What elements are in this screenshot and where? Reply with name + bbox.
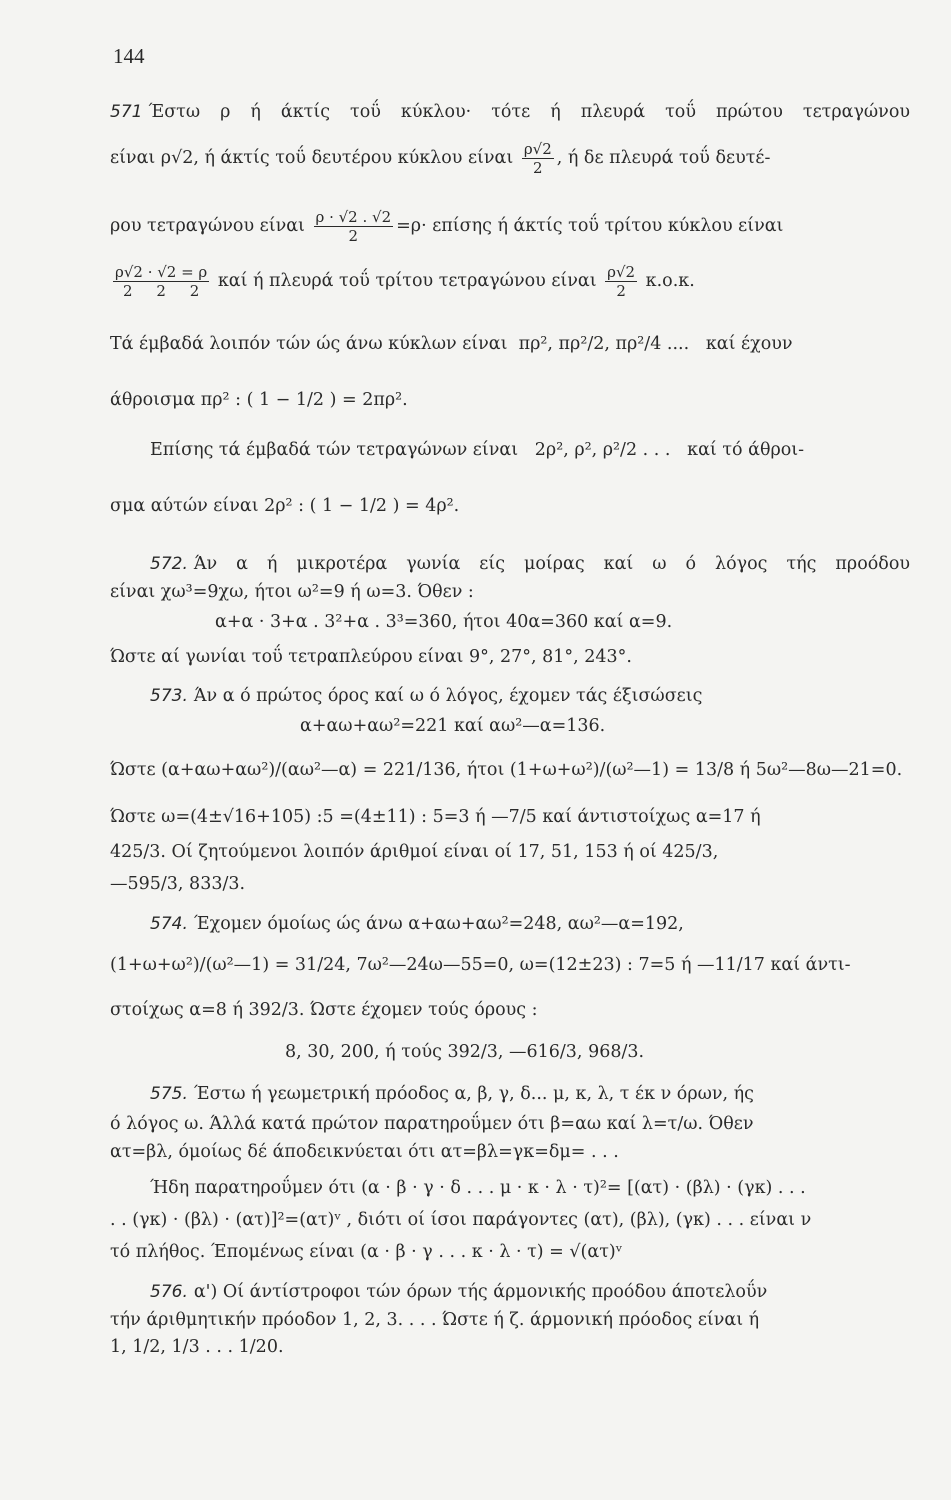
fraction: $\frac{\rho \cdot √2 . √2}{2}$	[315, 208, 392, 245]
p572-line4: Ώστε αί γωνίαι τοΰ τετραπλεύρου είναι 9°, 27°, 81°, 243°.	[110, 647, 632, 667]
exercise-number-571: 571	[110, 102, 143, 122]
p573-line1: 573. Άν α ό πρώτος όρος καί ω ό λόγος, έχομεν τάς έξισώσεις	[150, 686, 703, 706]
page-number: 144	[113, 44, 145, 68]
p571-line1: 571 Έστω ρ ή άκτίς τοΰ κύκλου· τότε ή πλευρά τοΰ πρώτου τετραγώνου	[110, 102, 910, 122]
p573-line2: α+αω+αω²=221 καί αω²—α=136.	[300, 716, 606, 736]
p574-line2: (1+ω+ω²)/(ω²—1) = 31/24, 7ω²—24ω—55=0, ω=(12±23) : 7=5 ή —11/17 καί άντι-	[110, 955, 851, 975]
p575-line6: τό πλήθος. Έπομένως είναι (α · β · γ . . . κ · λ · τ) = √(ατ)ᵛ	[110, 1242, 623, 1262]
p575-line4: Ήδη παρατηροΰμεν ότι (α · β · γ · δ . . . μ · κ · λ · τ)²= [(ατ) · (βλ) · (γκ) . . .	[150, 1178, 806, 1198]
p574-line4: 8, 30, 200, ή τούς 392/3, —616/3, 968/3.	[285, 1042, 645, 1062]
fraction: $\frac{\rho√2}{2}$	[607, 263, 636, 300]
exercise-number-575: 575.	[150, 1084, 188, 1104]
p572-line2: είναι χω³=9χω, ήτοι ω²=9 ή ω=3. Όθεν :	[110, 582, 474, 602]
p575-line3: ατ=βλ, όμοίως δέ άποδεικνύεται ότι ατ=βλ=γκ=δμ= . . .	[110, 1142, 619, 1162]
p575-line1: 575. Έστω ή γεωμετρική πρόοδος α, β, γ, δ... μ, κ, λ, τ έκ ν όρων, ής	[150, 1084, 754, 1104]
p571-line2: είναι ρ√2, ή άκτίς τοΰ δευτέρου κύκλου είναι $\frac{\rho√2}{2}$ , ή δε πλευρά τοΰ δευτέ-	[110, 140, 771, 177]
fraction: $\frac{\rho√2}{2}$	[523, 140, 552, 177]
p571-line8: σμα αύτών είναι 2ρ² : ( 1 − 1/2 ) = 4ρ².	[110, 496, 460, 516]
p573-line5: 425/3. Οί ζητούμενοι λοιπόν άριθμοί είναι οί 17, 51, 153 ή οί 425/3,	[110, 842, 719, 862]
p573-line4: Ώστε ω=(4±√16+105) :5 =(4±11) : 5=3 ή —7/5 καί άντιστοίχως α=17 ή	[110, 807, 761, 827]
exercise-number-574: 574.	[150, 914, 188, 934]
exercise-number-573: 573.	[150, 686, 188, 706]
exercise-number-576: 576.	[150, 1282, 188, 1302]
p571-line4: $\frac{\rho√2 \cdot √2 = \rho}{2 2 2}$ καί ή πλευρά τοΰ τρίτου τετραγώνου είναι $\frac{\rho√2}{2}$ κ.ο.κ.	[115, 263, 695, 300]
exercise-number-572: 572.	[150, 554, 188, 574]
p573-line3: Ώστε (α+αω+αω²)/(αω²—α) = 221/136, ήτοι (1+ω+ω²)/(ω²—1) = 13/8 ή 5ω²—8ω—21=0.	[110, 760, 903, 780]
p571-line6: άθροισμα πρ² : ( 1 − 1/2 ) = 2πρ².	[110, 390, 408, 410]
p574-line1: 574. Έχομεν όμοίως ώς άνω α+αω+αω²=248, αω²—α=192,	[150, 914, 684, 934]
p576-line1: 576. α') Οί άντίστροφοι τών όρων τής άρμονικής προόδου άποτελοΰν	[150, 1282, 768, 1302]
p572-line1: 572. Άν α ή μικροτέρα γωνία είς μοίρας καί ω ό λόγος τής προόδου	[150, 554, 910, 574]
p576-line2: τήν άριθμητικήν πρόοδον 1, 2, 3. . . . Ώστε ή ζ. άρμονική πρόοδος είναι ή	[110, 1310, 760, 1330]
p575-line5: . . (γκ) · (βλ) · (ατ)]²=(ατ)ᵛ , διότι οί ίσοι παράγοντες (ατ), (βλ), (γκ) . . . είναι ν	[110, 1210, 812, 1230]
p574-line3: στοίχως α=8 ή 392/3. Ώστε έχομεν τούς όρους :	[110, 1000, 538, 1020]
p575-line2: ό λόγος ω. Άλλά κατά πρώτον παρατηροΰμεν ότι β=αω καί λ=τ/ω. Όθεν	[110, 1114, 754, 1134]
p571-line5: Τά έμβαδά λοιπόν τών ώς άνω κύκλων είναι πρ², πρ²/2, πρ²/4 .... καί έχουν	[110, 334, 793, 354]
p576-line3: 1, 1/2, 1/3 . . . 1/20.	[110, 1337, 284, 1357]
p571-line7: Επίσης τά έμβαδά τών τετραγώνων είναι 2ρ², ρ², ρ²/2 . . . καί τό άθροι-	[150, 440, 805, 460]
p573-line6: —595/3, 833/3.	[110, 874, 246, 894]
p571-line3: ρου τετραγώνου είναι $\frac{\rho \cdot √2 . √2}{2}$ =ρ· επίσης ή άκτίς τοΰ τρίτου κύκλου είναι	[110, 208, 784, 245]
equation: $\frac{\rho√2 \cdot √2 = \rho}{2 2 2}$	[115, 263, 208, 300]
p572-line3: α+α · 3+α . 3²+α . 3³=360, ήτοι 40α=360 καί α=9.	[215, 612, 673, 632]
